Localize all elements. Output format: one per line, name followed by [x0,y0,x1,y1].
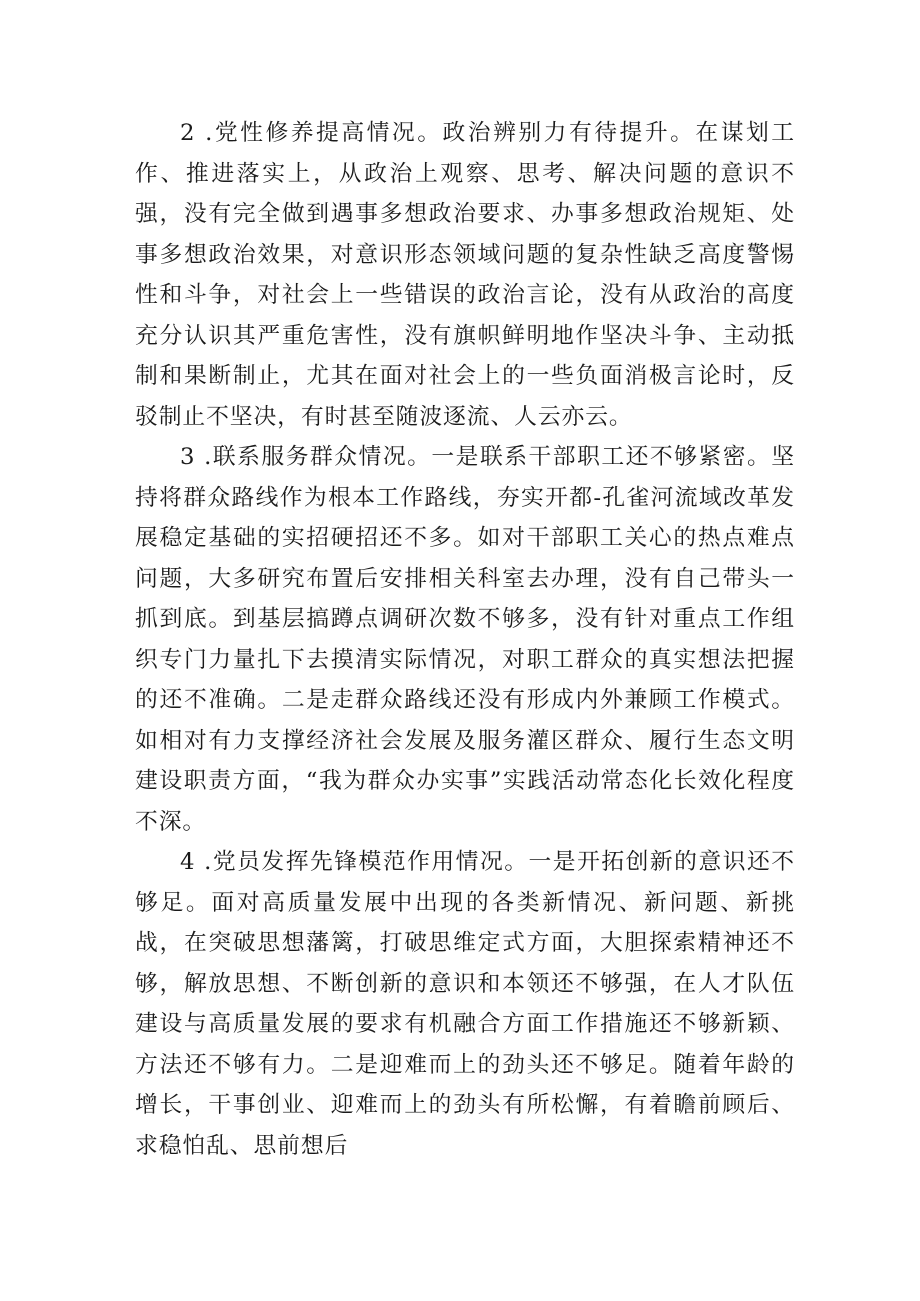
paragraph-vanguard-role: 4 .党员发挥先锋模范作用情况。一是开拓创新的意识还不够足。面对高质量发展中出现的各类新情况、新问题、新挑战，在突破思想藩篱，打破思维定式方面，大胆探索精神还不够，解放思想、不断创新的意识和本领还不够强，在人才队伍建设与高质量发展的要求有机融合方面工作措施还不够新颖、方法还不够有力。二是迎难而上的劲头还不够足。随着年龄的增长，干事创业、迎难而上的劲头有所松懈，有着瞻前顾后、求稳怕乱、思前想后 [135,849,795,1159]
paragraph-party-spirit: 2 .党性修养提高情况。政治辨别力有待提升。在谋划工作、推进落实上，从政治上观察、思考、解决问题的意识不强，没有完全做到遇事多想政治要求、办事多想政治规矩、处事多想政治效果，对意识形态领域问题的复杂性缺乏高度警惕性和斗争，对社会上一些错误的政治言论，没有从政治的高度充分认识其严重危害性，没有旗帜鲜明地作坚决斗争、主动抵制和果断制止，尤其在面对社会上的一些负面消极言论时，反驳制止不坚决，有时甚至随波逐流、人云亦云。 [135,120,795,430]
document-body [135,113,795,1166]
paragraph-serving-masses: 3 .联系服务群众情况。一是联系干部职工还不够紧密。坚持将群众路线作为根本工作路线，夯实开都-孔雀河流域改革发展稳定基础的实招硬招还不多。如对干部职工关心的热点难点问题，大多研究布置后安排相关科室去办理，没有自己带头一抓到底。到基层搞蹲点调研次数不够多，没有针对重点工作组织专门力量扎下去摸清实际情况，对职工群众的真实想法把握的还不准确。二是走群众路线还没有形成内外兼顾工作模式。如相对有力支撑经济社会发展及服务灌区群众、履行生态文明建设职责方面，“我为群众办实事”实践活动常态化长效化程度不深。 [135,444,795,835]
